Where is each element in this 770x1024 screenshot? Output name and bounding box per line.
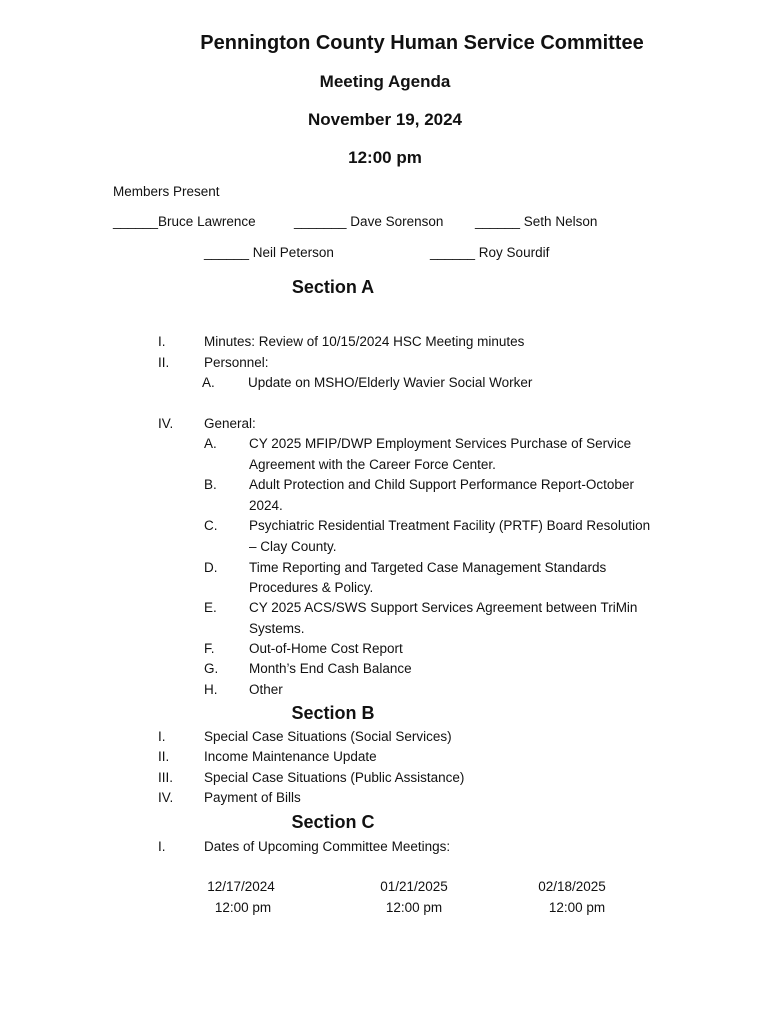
personnel-sub-letter: A.: [202, 375, 215, 390]
section-a-item-minutes: Minutes: Review of 10/15/2024 HSC Meeting minutes: [204, 334, 525, 349]
general-item-line: Out-of-Home Cost Report: [249, 641, 403, 656]
section-b-item: Special Case Situations (Public Assistance): [204, 770, 465, 785]
section-c-item: Dates of Upcoming Committee Meetings:: [204, 839, 451, 854]
upcoming-meeting-date: 01/21/2025: [380, 879, 448, 894]
meeting-time: 12:00 pm: [348, 148, 422, 167]
section-b-item: Special Case Situations (Social Services): [204, 729, 452, 744]
section-b-item-num: IV.: [158, 790, 174, 805]
member-bruce-lawrence: ______Bruce Lawrence: [113, 214, 256, 229]
section-a-item-num: IV.: [158, 416, 174, 431]
members-present-label: Members Present: [113, 184, 220, 199]
general-item-letter: H.: [204, 682, 218, 697]
general-item-line: – Clay County.: [249, 539, 337, 554]
section-b-item: Income Maintenance Update: [204, 749, 377, 764]
upcoming-meeting-time: 12:00 pm: [548, 900, 606, 915]
general-item-letter: C.: [204, 518, 218, 533]
agenda-subtitle: Meeting Agenda: [319, 72, 451, 91]
section-b-item: Payment of Bills: [204, 790, 301, 805]
general-item-letter: E.: [204, 600, 217, 615]
general-item-line: CY 2025 MFIP/DWP Employment Services Purchase of Service: [249, 436, 632, 451]
section-c-heading: Section C: [291, 812, 375, 832]
general-item-line: Other: [249, 682, 283, 697]
personnel-sub-item: Update on MSHO/Elderly Wavier Social Worker: [248, 375, 533, 390]
general-item-letter: B.: [204, 477, 217, 492]
general-item-line: Time Reporting and Targeted Case Management Standards: [249, 560, 607, 575]
general-item-line: Procedures & Policy.: [249, 580, 374, 595]
general-item-line: CY 2025 ACS/SWS Support Services Agreement between TriMin: [249, 600, 638, 615]
general-item-line: Adult Protection and Child Support Performance Report-October: [249, 477, 634, 492]
section-b-heading: Section B: [291, 703, 375, 723]
general-item-letter: D.: [204, 560, 218, 575]
page-title: Pennington County Human Service Committee: [200, 32, 644, 54]
general-item-line: Agreement with the Career Force Center.: [249, 457, 496, 472]
section-b-item-num: II.: [158, 749, 170, 764]
upcoming-meeting-time: 12:00 pm: [385, 900, 443, 915]
general-item-letter: A.: [204, 436, 217, 451]
upcoming-meeting-date: 02/18/2025: [538, 879, 606, 894]
section-a-item-num: II.: [158, 355, 170, 370]
section-b-item-num: III.: [158, 770, 174, 785]
general-item-letter: F.: [204, 641, 215, 656]
member-dave-sorenson: _______ Dave Sorenson: [294, 214, 444, 229]
section-c-item-num: I.: [158, 839, 166, 854]
member-roy-sourdif: ______ Roy Sourdif: [430, 245, 550, 260]
section-a-item-personnel: Personnel:: [204, 355, 269, 370]
section-a-item-general: General:: [204, 416, 256, 431]
general-item-line: Psychiatric Residential Treatment Facility (PRTF) Board Resolution: [249, 518, 651, 533]
general-item-line: Month’s End Cash Balance: [249, 661, 412, 676]
upcoming-meeting-date: 12/17/2024: [207, 879, 275, 894]
meeting-date: November 19, 2024: [307, 110, 463, 129]
member-neil-peterson: ______ Neil Peterson: [204, 245, 334, 260]
general-item-letter: G.: [204, 661, 219, 676]
section-a-heading: Section A: [291, 277, 375, 297]
section-b-item-num: I.: [158, 729, 166, 744]
upcoming-meeting-time: 12:00 pm: [214, 900, 272, 915]
section-a-item-num: I.: [158, 334, 166, 349]
general-item-line: Systems.: [249, 621, 305, 636]
member-seth-nelson: ______ Seth Nelson: [475, 214, 598, 229]
general-item-line: 2024.: [249, 498, 283, 513]
